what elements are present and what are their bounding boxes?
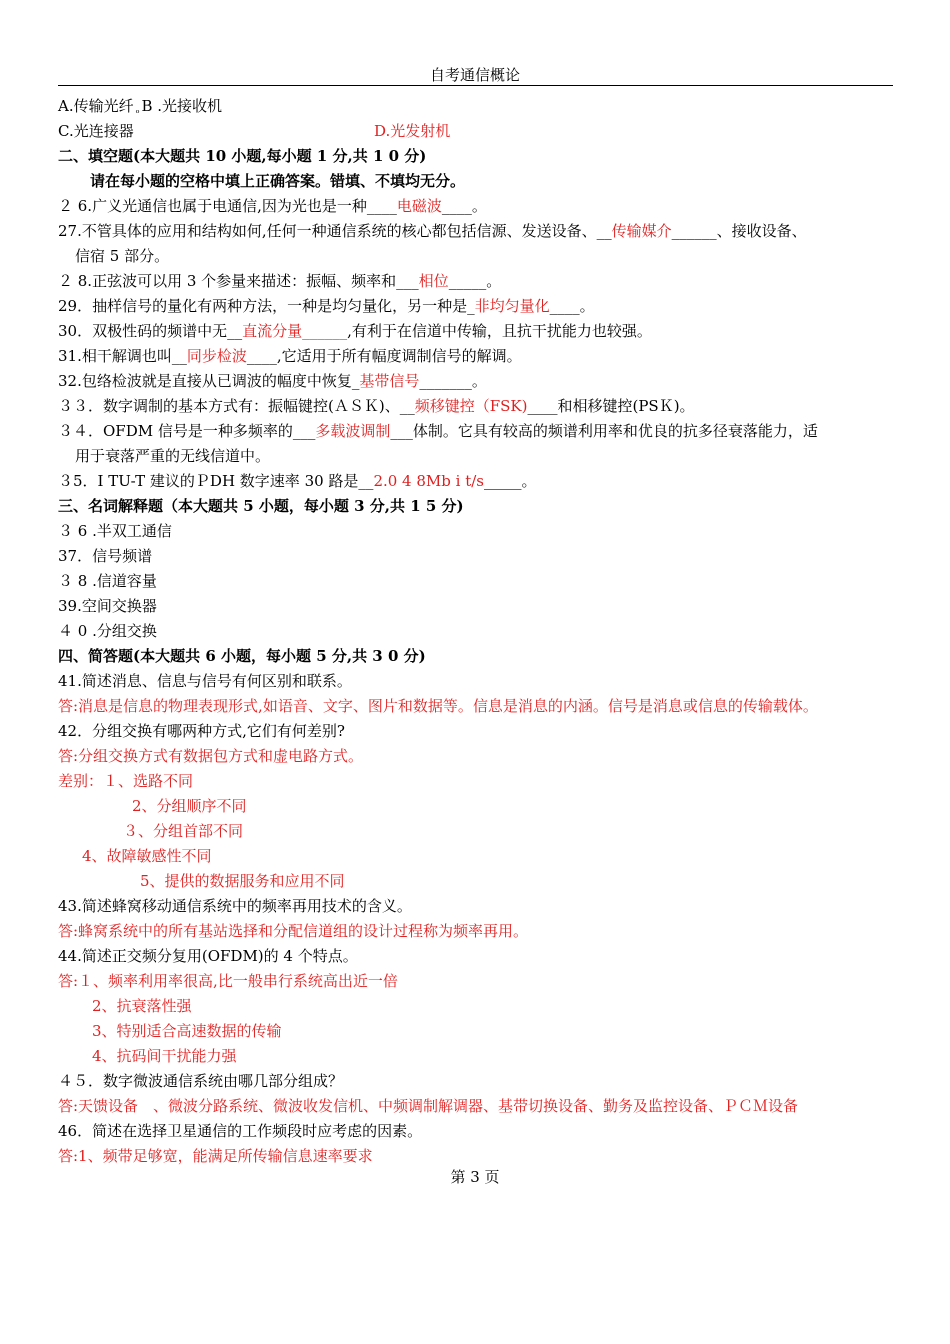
section-2-title: 二、填空题(本大题共 10 小题,每小题 1 分,共 1 0 分) [58,147,427,165]
q45-answer: 答:天馈设备 、微波分路系统、微波收发信机、中频调制解调器、基带切换设备、勤务及监控设备、ＰＣＭ设备 [58,1097,799,1115]
page-number: 第 3 页 [450,1168,500,1186]
q27-answer: 传输媒介 [611,222,672,240]
q44-answer-3: 3、特别适合高速数据的传输 [92,1022,282,1040]
q28-text: ２ 8.正弦波可以用 3 个参量来描述：振幅、频率和___ [58,272,419,290]
q44-question: 44.简述正交频分复用(OFDM)的 4 个特点。 [58,947,358,965]
q33-answer: 频移键控（FSK) [414,397,528,415]
q34-text: ３４．OFDM 信号是一种多频率的___ [58,422,316,440]
q42-diff-1: 差别：１、选路不同 [58,772,194,790]
q44-answer-2: 2、抗衰落性强 [92,997,192,1015]
q30-text: 30．双极性码的频谱中无__ [58,322,243,340]
q44-answer-4: 4、抗码间干扰能力强 [92,1047,237,1065]
q34-line-2: 用于衰落严重的无线信道中。 [75,447,271,465]
q32-answer: 基带信号 [359,372,420,390]
q33-tail: ____和相移键控(PSＫ)。 [527,397,695,415]
q42-answer: 答:分组交换方式有数据包方式和虚电路方式。 [58,747,364,765]
q41-question: 41.简述消息、信息与信号有何区别和联系。 [58,672,352,690]
q33-text: ３３．数字调制的基本方式有：振幅键控(ＡＳＫ)、__ [58,397,415,415]
q25-option-d: D.光发射机 [374,122,451,140]
q30-tail: ,有利于在信道中传输，且抗干扰能力也较强。 [347,322,652,340]
bullet-mark: ₒ [135,105,140,116]
q28 [58,269,898,294]
q25-option-c: C.光连接器 [58,122,134,140]
q35-text: ３5．I TU-T 建议的ＰDH 数字速率 30 路是__ [58,472,374,490]
q42-diff-5: 5、提供的数据服务和应用不同 [140,872,345,890]
section-2-note: 请在每小题的空格中填上正确答案。错填、不填均无分。 [90,172,466,190]
q25-option-b: B .光接收机 [141,97,223,115]
term-38: ３ 8 .信道容量 [58,572,157,590]
q41-answer: 答:消息是信息的物理表现形式,如语音、文字、图片和数据等。信息是消息的内涵。信号是消息或信息的传输载体。 [58,697,818,715]
q43-question: 43.简述蜂窝移动通信系统中的频率再用技术的含义。 [58,897,412,915]
q26 [58,194,898,219]
q27 [58,219,898,244]
q35 [58,469,898,494]
q29 [58,294,898,319]
q46-question: 46．简述在选择卫星通信的工作频段时应考虑的因素。 [58,1122,423,1140]
q26-text: ２ 6.广义光通信也属于电通信,因为光也是一种____ [58,197,397,215]
q29-tail: ____。 [549,297,595,315]
q32-text: 32.包络检波就是直接从已调波的幅度中恢复_ [58,372,360,390]
page-header-title: 自考通信概论 [429,66,520,84]
q34-tail: ___体制。它具有较高的频谱利用率和优良的抗多径衰落能力，适 [390,422,818,440]
q25-options-row-1 [58,94,898,119]
q32 [58,369,898,394]
q31-text: 31.相干解调也叫__ [58,347,187,365]
q25-option-a: A.传输光纤 [58,97,134,115]
q27-tail: ______、接收设备、 [671,222,807,240]
q45-question: ４５．数字微波通信系统由哪几部分组成？ [58,1072,344,1090]
q27-line-2: 信宿 5 部分。 [75,247,170,265]
q33 [58,394,898,419]
q46-answer: 答:1、频带足够宽，能满足所传输信息速率要求 [58,1147,373,1165]
q31-tail: ____,它适用于所有幅度调制信号的解调。 [246,347,522,365]
q30-answer: 直流分量______ [242,322,348,340]
header-rule [58,85,893,86]
q28-answer: 相位 [418,272,449,290]
q43-answer: 答:蜂窝系统中的所有基站选择和分配信道组的设计过程称为频率再用。 [58,922,529,940]
term-39: 39.空间交换器 [58,597,157,615]
document-body [58,94,898,1169]
q34-answer: 多载波调制 [315,422,391,440]
q42-diff-2: 2、分组顺序不同 [132,797,247,815]
q28-tail: _____。 [448,272,502,290]
term-40: ４ 0 .分组交换 [58,622,157,640]
section-3-title: 三、名词解释题（本大题共 5 小题，每小题 3 分,共 1 5 分) [58,497,464,515]
q26-answer: 电磁波 [396,197,442,215]
q32-tail: _______。 [419,372,487,390]
q30 [58,319,898,344]
q35-answer: 2.0 4 8Mb i t/s [373,472,484,490]
q31-answer: 同步检波 [186,347,247,365]
q25-options-row-2 [58,119,898,144]
q42-diff-3: ３、分组首部不同 [123,822,244,840]
term-37: 37．信号频谱 [58,547,153,565]
section-4-title: 四、简答题(本大题共 6 小题，每小题 5 分,共 3 0 分) [58,647,426,665]
term-36: ３ 6 .半双工通信 [58,522,172,540]
q29-answer: 非均匀量化 [474,297,550,315]
q42-diff-4: 4、故障敏感性不同 [82,847,212,865]
q29-text: 29．抽样信号的量化有两种方法，一种是均匀量化，另一种是_ [58,297,475,315]
q42-question: 42．分组交换有哪两种方式,它们有何差别? [58,722,345,740]
q35-tail: _____。 [484,472,537,490]
q34 [58,419,898,444]
q26-tail: ____。 [441,197,487,215]
q31 [58,344,898,369]
q27-text: 27.不管具体的应用和结构如何,任何一种通信系统的核心都包括信源、发送设备、__ [58,222,612,240]
q44-answer-1: 答:１、频率利用率很高,比一般串行系统高出近一倍 [58,972,398,990]
